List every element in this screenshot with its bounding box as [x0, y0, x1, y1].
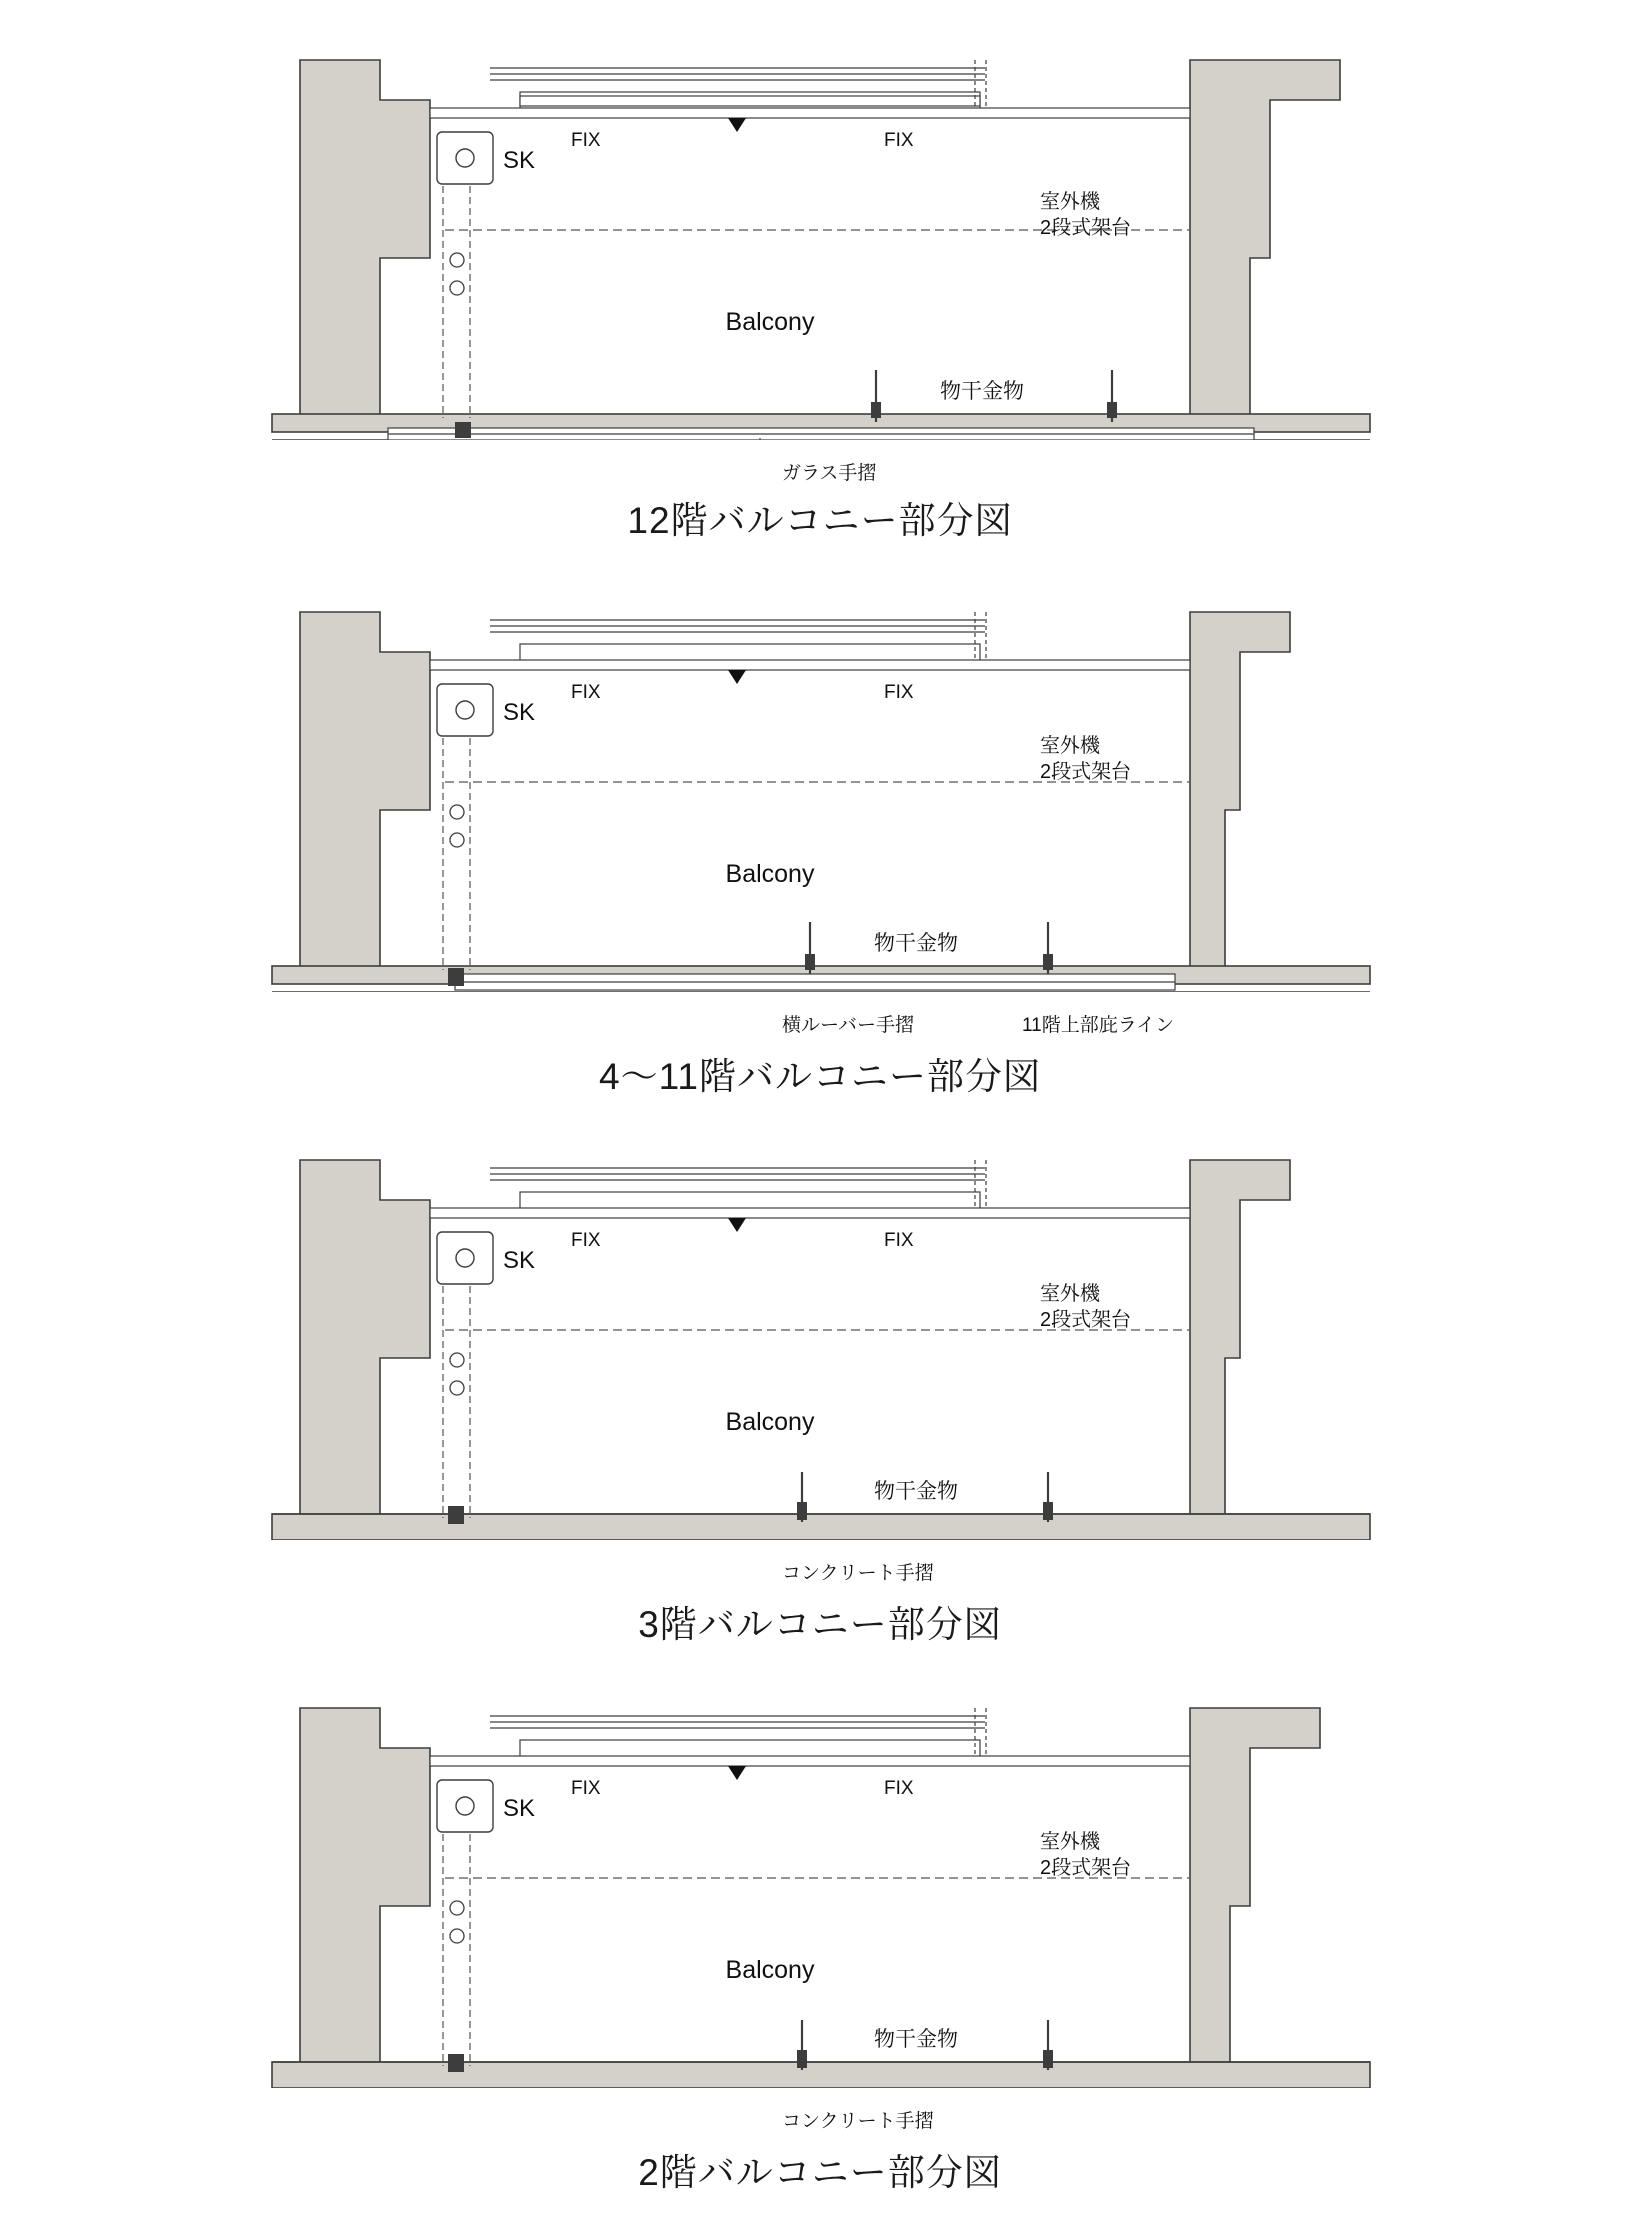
label-fix-right: FIX	[884, 130, 914, 151]
panel-floor-12	[0, 40, 1640, 544]
label-sk: SK	[503, 699, 536, 726]
plan-svg-floor-12	[0, 40, 1640, 440]
label-handrail: 横ルーバー手摺	[782, 1015, 915, 1036]
pipe-symbols	[450, 1901, 464, 1943]
drawing-floor-2	[0, 1688, 1640, 2132]
plan-svg-floor-2	[0, 1688, 1640, 2088]
label-sk: SK	[503, 1247, 536, 1274]
sk-sink	[437, 132, 493, 184]
label-sk: SK	[503, 1795, 536, 1822]
sash-top-rails	[490, 1160, 986, 1212]
drawing-floor-4-11	[0, 592, 1640, 1036]
concrete-handrail-slab	[272, 2062, 1370, 2088]
label-outdoor-unit-1: 室外機	[1040, 191, 1100, 213]
panel-floor-3	[0, 1140, 1640, 1648]
label-balcony: Balcony	[725, 860, 815, 888]
drawing-floor-3	[0, 1140, 1640, 1584]
panel-floor-4-11	[0, 592, 1640, 1100]
opening-direction-marker	[728, 1766, 746, 1780]
label-fix-left: FIX	[571, 682, 601, 703]
drawing-floor-12	[0, 40, 1640, 484]
label-laundry-hardware: 物干金物	[874, 2028, 958, 2051]
plan-svg-floor-3	[0, 1140, 1640, 1540]
label-sk: SK	[503, 147, 536, 174]
sk-sink	[437, 1232, 493, 1284]
label-balcony: Balcony	[725, 1408, 815, 1436]
window-frame	[430, 108, 1190, 118]
label-handrail: コンクリート手摺	[782, 1563, 934, 1584]
wall-right	[1190, 1708, 1320, 2078]
wall-right	[1190, 60, 1340, 430]
wall-right	[1190, 612, 1290, 982]
pipe-symbols	[450, 1353, 464, 1395]
wall-left	[300, 1160, 430, 1530]
pipe-symbols	[450, 253, 464, 295]
label-balcony: Balcony	[725, 308, 815, 336]
drain-dashed-lines	[443, 1286, 470, 1518]
opening-direction-marker	[728, 118, 746, 132]
drain-dashed-lines	[443, 186, 470, 418]
label-laundry-hardware: 物干金物	[874, 1480, 958, 1503]
label-outdoor-unit-1: 室外機	[1040, 1283, 1100, 1305]
pipe-symbols	[450, 805, 464, 847]
concrete-handrail-slab	[272, 1514, 1370, 1540]
wall-right	[1190, 1160, 1290, 1530]
caption-floor-12: 12階バルコニー部分図	[627, 500, 1013, 541]
label-fix-left: FIX	[571, 1778, 601, 1799]
window-frame	[430, 1208, 1190, 1218]
sash-top-rails	[490, 612, 986, 664]
label-fix-right: FIX	[884, 1778, 914, 1799]
sk-sink	[437, 1780, 493, 1832]
label-fix-right: FIX	[884, 682, 914, 703]
panel-floor-2	[0, 1688, 1640, 2196]
label-handrail: コンクリート手摺	[782, 2111, 934, 2132]
opening-direction-marker	[728, 670, 746, 684]
label-outdoor-unit-1: 室外機	[1040, 735, 1100, 757]
label-eaves-line: 11階上部庇ライン	[1022, 1015, 1175, 1036]
sash-top-rails	[490, 1708, 986, 1760]
window-frame	[430, 1756, 1190, 1766]
label-outdoor-unit-2: 2段式架台	[1040, 217, 1132, 239]
plan-svg-floor-4-11	[0, 592, 1640, 992]
label-fix-right: FIX	[884, 1230, 914, 1251]
label-fix-left: FIX	[571, 130, 601, 151]
label-outdoor-unit-2: 2段式架台	[1040, 1857, 1132, 1879]
label-balcony: Balcony	[725, 1956, 815, 1984]
caption-floor-3: 3階バルコニー部分図	[638, 1604, 1002, 1645]
label-outdoor-unit-2: 2段式架台	[1040, 1309, 1132, 1331]
wall-left	[300, 60, 430, 430]
sk-sink	[437, 684, 493, 736]
caption-floor-2: 2階バルコニー部分図	[638, 2152, 1002, 2193]
window-frame	[430, 660, 1190, 670]
sash-top-rails	[490, 60, 986, 112]
drain-dashed-lines	[443, 1834, 470, 2066]
drain-dashed-lines	[443, 738, 470, 970]
label-outdoor-unit-2: 2段式架台	[1040, 761, 1132, 783]
wall-left	[300, 1708, 430, 2078]
label-laundry-hardware: 物干金物	[940, 380, 1024, 403]
label-outdoor-unit-1: 室外機	[1040, 1831, 1100, 1853]
label-fix-left: FIX	[571, 1230, 601, 1251]
opening-direction-marker	[728, 1218, 746, 1232]
caption-floor-4-11: 4〜11階バルコニー部分図	[599, 1056, 1041, 1097]
wall-left	[300, 612, 430, 982]
label-handrail: ガラス手摺	[782, 463, 877, 484]
label-laundry-hardware: 物干金物	[874, 932, 958, 955]
